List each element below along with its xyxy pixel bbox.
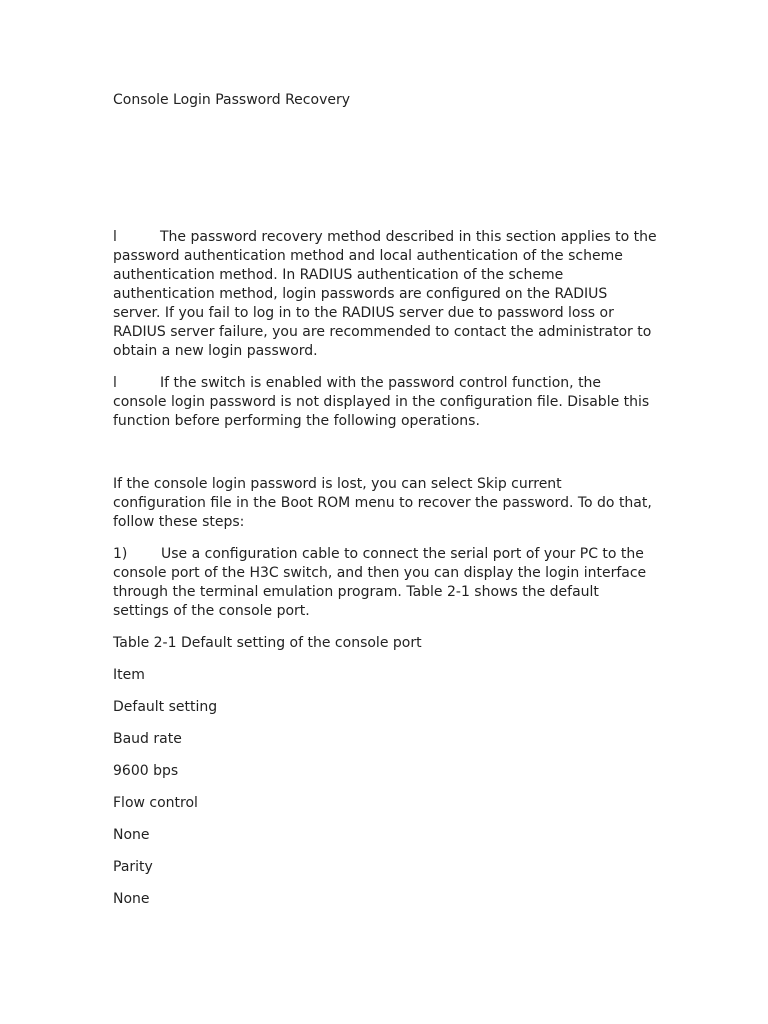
table-cell-value: None [113,827,150,843]
note-1-text: The password recovery method described in this section applies to the password authentication method and local authentication of the scheme authentication method. In RADIUS authentication of the scheme authentication method, login passwords are configured on the RADIUS server. If you fail to log in to the RADIUS server due to password loss or RADIUS server failure, you are recommended to contact the administrator to obtain a new login password. [113,229,657,359]
table-header-item: Item [113,667,145,683]
table-caption: Table 2-1 Default setting of the console port [113,635,422,651]
step-1-text: Use a configuration cable to connect the serial port of your PC to the console port of the H3C switch, and then you can display the login interface through the terminal emulation program. Table 2-1 shows the default settings of the console port. [113,546,647,619]
table-header-default: Default setting [113,699,218,715]
note-2-text: If the switch is enabled with the password control function, the console login password is not displayed in the configuration file. Disable this function before performing the following operations. [113,375,650,429]
note-1 [113,228,658,361]
table-cell-item: Parity [113,859,153,875]
step-1 [113,545,658,621]
table-cell-value: None [113,891,150,907]
document-title: Console Login Password Recovery [113,92,351,108]
table-cell-item: Baud rate [113,731,182,747]
step-number: 1) [113,546,128,562]
note-2 [113,374,658,431]
bullet-marker: l [113,375,117,391]
bullet-marker: l [113,229,117,245]
table-cell-item: Flow control [113,795,198,811]
table-cell-value: 9600 bps [113,763,179,779]
document-page [113,91,658,909]
intro-paragraph: If the console login password is lost, you can select Skip current configuration file in the Boot ROM menu to recover the password. To do that, follow these steps: [113,476,652,530]
settings-table [113,666,658,909]
